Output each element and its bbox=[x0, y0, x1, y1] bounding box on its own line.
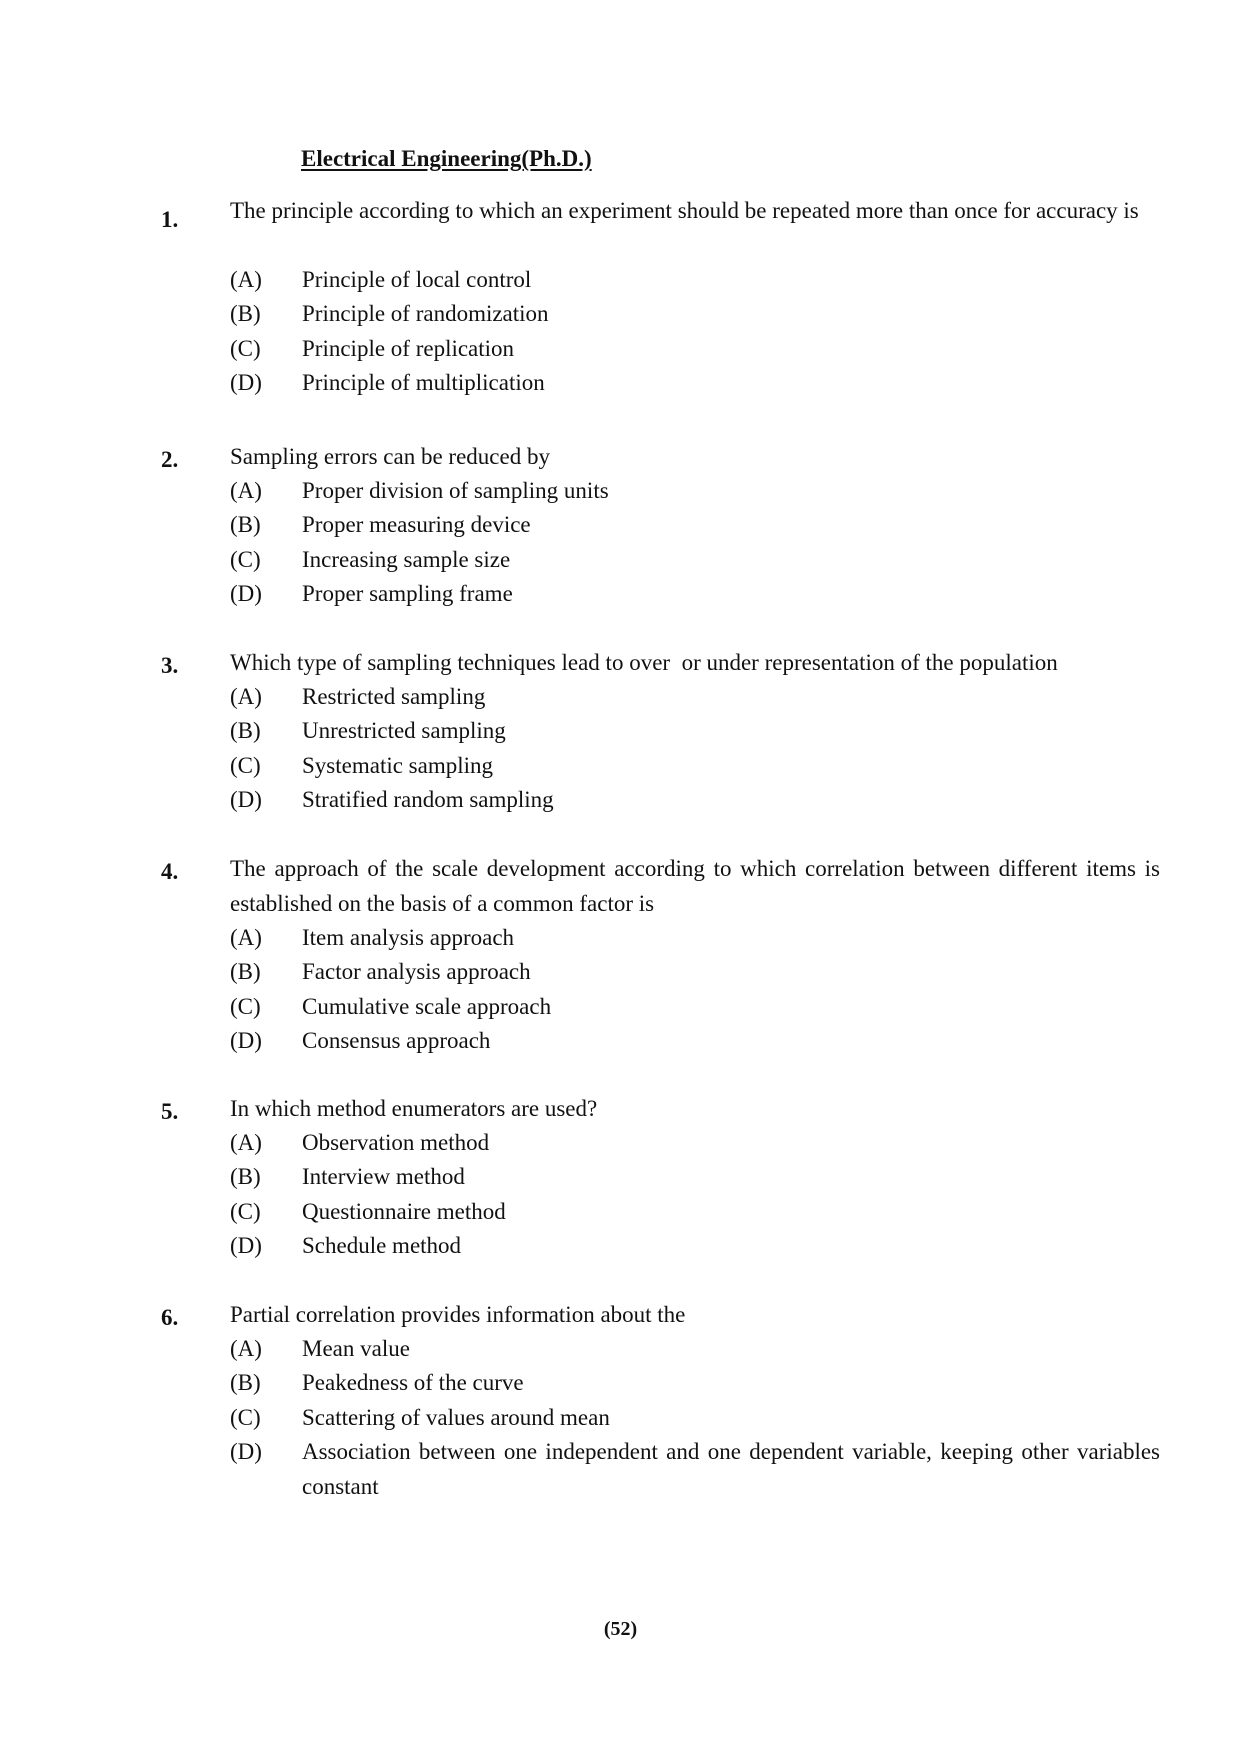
option-text: Association between one independent and one dependent variable, keeping other variables constant bbox=[302, 1439, 1160, 1499]
option-letter: (D) bbox=[230, 787, 262, 812]
option-text: Scattering of values around mean bbox=[302, 1405, 610, 1430]
option-letter: (A) bbox=[230, 1336, 262, 1361]
question-number: 6. bbox=[161, 1305, 179, 1330]
option-letter: (D) bbox=[230, 581, 262, 606]
option-text: Proper division of sampling units bbox=[302, 478, 609, 503]
option-letter: (A) bbox=[230, 925, 262, 950]
option-letter: (C) bbox=[230, 547, 261, 572]
option-text: Stratified random sampling bbox=[302, 787, 554, 812]
question-number: 2. bbox=[161, 447, 179, 472]
option-text: Consensus approach bbox=[302, 1028, 491, 1053]
option-letter: (B) bbox=[230, 959, 261, 984]
option-text: Item analysis approach bbox=[302, 925, 515, 950]
option-text: Principle of replication bbox=[302, 336, 515, 361]
option-letter: (D) bbox=[230, 370, 262, 395]
question-number: 3. bbox=[161, 653, 179, 678]
question-text: The principle according to which an experiment should be repeated more than once for accuracy is bbox=[230, 198, 1139, 223]
option-letter: (B) bbox=[230, 1370, 261, 1395]
question-text: Which type of sampling techniques lead to over or under representation of the population bbox=[230, 650, 1058, 675]
option-text: Interview method bbox=[302, 1164, 465, 1189]
option-text: Schedule method bbox=[302, 1233, 462, 1258]
option-letter: (A) bbox=[230, 684, 262, 709]
question-text: Partial correlation provides information about the bbox=[230, 1302, 686, 1327]
option-text: Proper sampling frame bbox=[302, 581, 513, 606]
option-text: Mean value bbox=[302, 1336, 410, 1361]
option-text: Principle of multiplication bbox=[302, 370, 545, 395]
option-text: Unrestricted sampling bbox=[302, 718, 506, 743]
question-text: In which method enumerators are used? bbox=[230, 1096, 598, 1121]
option-letter: (D) bbox=[230, 1233, 262, 1258]
option-letter: (C) bbox=[230, 336, 261, 361]
option-letter: (C) bbox=[230, 1199, 261, 1224]
option-letter: (C) bbox=[230, 994, 261, 1019]
option-text: Questionnaire method bbox=[302, 1199, 506, 1224]
question-text: Sampling errors can be reduced by bbox=[230, 444, 550, 469]
option-text: Proper measuring device bbox=[302, 512, 531, 537]
option-letter: (A) bbox=[230, 1130, 262, 1155]
option-text: Factor analysis approach bbox=[302, 959, 531, 984]
option-letter: (C) bbox=[230, 753, 261, 778]
option-letter: (A) bbox=[230, 478, 262, 503]
page-number: (52) bbox=[603, 1618, 638, 1640]
option-letter: (B) bbox=[230, 718, 261, 743]
page-title: Electrical Engineering(Ph.D.) bbox=[301, 146, 592, 171]
option-text: Principle of randomization bbox=[302, 301, 549, 326]
question-number: 5. bbox=[161, 1099, 179, 1124]
question-number: 1. bbox=[161, 207, 179, 232]
option-text: Observation method bbox=[302, 1130, 490, 1155]
option-letter: (B) bbox=[230, 512, 261, 537]
option-letter: (B) bbox=[230, 1164, 261, 1189]
option-text: Increasing sample size bbox=[302, 547, 511, 572]
option-letter: (D) bbox=[230, 1028, 262, 1053]
option-letter: (D) bbox=[230, 1439, 262, 1464]
option-text: Cumulative scale approach bbox=[302, 994, 552, 1019]
option-text: Principle of local control bbox=[302, 267, 532, 292]
option-text: Restricted sampling bbox=[302, 684, 486, 709]
option-text: Peakedness of the curve bbox=[302, 1370, 524, 1395]
option-letter: (A) bbox=[230, 267, 262, 292]
option-letter: (B) bbox=[230, 301, 261, 326]
question-text: The approach of the scale development according to which correlation between different items is established on the basis of a common factor is bbox=[230, 856, 1160, 916]
option-letter: (C) bbox=[230, 1405, 261, 1430]
option-text: Systematic sampling bbox=[302, 753, 494, 778]
question-number: 4. bbox=[161, 859, 179, 884]
